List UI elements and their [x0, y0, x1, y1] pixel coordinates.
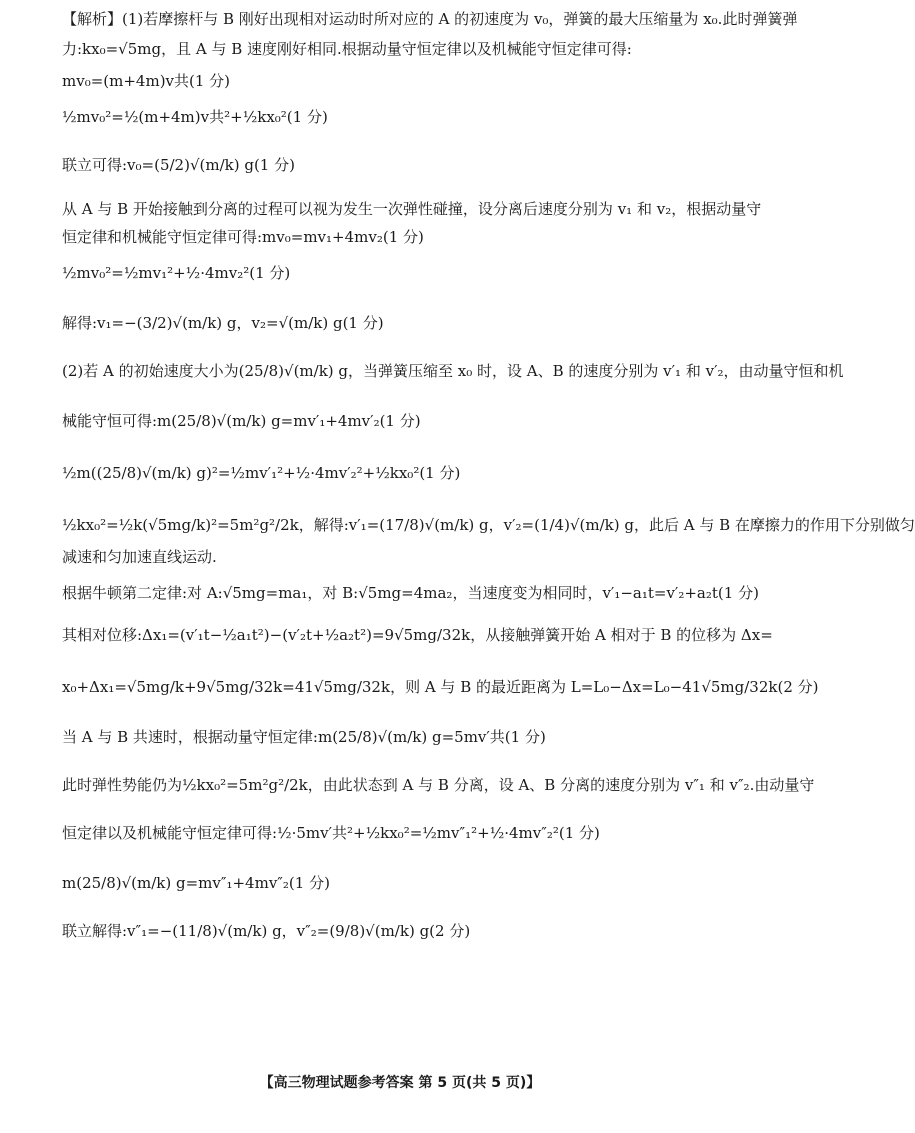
- text-line-8: ½mv₀²=½mv₁²+½·4mv₂²(1 分): [62, 264, 291, 282]
- text-line-9: 解得:v₁=−(3/2)√(m/k) g，v₂=√(m/k) g(1 分): [62, 314, 384, 332]
- text-line-11: 械能守恒可得:m(25/8)√(m/k) g=mv′₁+4mv′₂(1 分): [62, 412, 421, 430]
- text-line-6: 从 A 与 B 开始接触到分离的过程可以视为发生一次弹性碰撞，设分离后速度分别为 v₁ 和 v₂，根据动量守: [62, 200, 762, 218]
- text-line-15: 根据牛顿第二定律:对 A:√5mg=ma₁，对 B:√5mg=4ma₂，当速度变为相同时，v′₁−a₁t=v′₂+a₂t(1 分): [62, 584, 759, 602]
- page-footer: 【高三物理试题参考答案 第 5 页(共 5 页)】: [259, 1075, 541, 1091]
- text-line-1: 【解析】(1)若摩擦杆与 B 刚好出现相对运动时所对应的 A 的初速度为 v₀，弹簧的最大压缩量为 x₀.此时弹簧弹: [62, 10, 798, 28]
- text-line-16: 其相对位移:Δx₁=(v′₁t−½a₁t²)−(v′₂t+½a₂t²)=9√5mg/32k，从接触弹簧开始 A 相对于 B 的位移为 Δx=: [62, 626, 773, 644]
- text-line-18: 当 A 与 B 共速时，根据动量守恒定律:m(25/8)√(m/k) g=5mv′共(1 分): [62, 728, 546, 746]
- text-line-14: 减速和匀加速直线运动.: [62, 548, 217, 566]
- text-line-21: m(25/8)√(m/k) g=mv″₁+4mv″₂(1 分): [62, 874, 330, 892]
- text-line-20: 恒定律以及机械能守恒定律可得:½·5mv′共²+½kx₀²=½mv″₁²+½·4mv″₂²(1 分): [62, 824, 600, 842]
- text-line-7: 恒定律和机械能守恒定律可得:mv₀=mv₁+4mv₂(1 分): [62, 228, 424, 246]
- text-line-12: ½m((25/8)√(m/k) g)²=½mv′₁²+½·4mv′₂²+½kx₀²(1 分): [62, 464, 461, 482]
- text-line-2: 力:kx₀=√5mg，且 A 与 B 速度刚好相同.根据动量守恒定律以及机械能守恒定律可得:: [62, 40, 632, 58]
- text-line-10: (2)若 A 的初始速度大小为(25/8)√(m/k) g，当弹簧压缩至 x₀ 时，设 A、B 的速度分别为 v′₁ 和 v′₂，由动量守恒和机: [62, 362, 844, 380]
- text-line-19: 此时弹性势能仍为½kx₀²=5m²g²/2k，由此状态到 A 与 B 分离，设 A、B 分离的速度分别为 v″₁ 和 v″₂.由动量守: [62, 776, 815, 794]
- text-line-3: mv₀=(m+4m)v共(1 分): [62, 72, 231, 90]
- text-line-5: 联立可得:v₀=(5/2)√(m/k) g(1 分): [62, 156, 295, 174]
- text-line-4: ½mv₀²=½(m+4m)v共²+½kx₀²(1 分): [62, 108, 328, 126]
- text-line-22: 联立解得:v″₁=−(11/8)√(m/k) g，v″₂=(9/8)√(m/k) g(2 分): [62, 922, 471, 940]
- text-line-17: x₀+Δx₁=√5mg/k+9√5mg/32k=41√5mg/32k，则 A 与 B 的最近距离为 L=L₀−Δx=L₀−41√5mg/32k(2 分): [62, 678, 819, 696]
- text-line-13: ½kx₀²=½k(√5mg/k)²=5m²g²/2k，解得:v′₁=(17/8)√(m/k) g，v′₂=(1/4)√(m/k) g，此后 A 与 B 在摩擦力的作用下分别做匀: [62, 516, 915, 534]
